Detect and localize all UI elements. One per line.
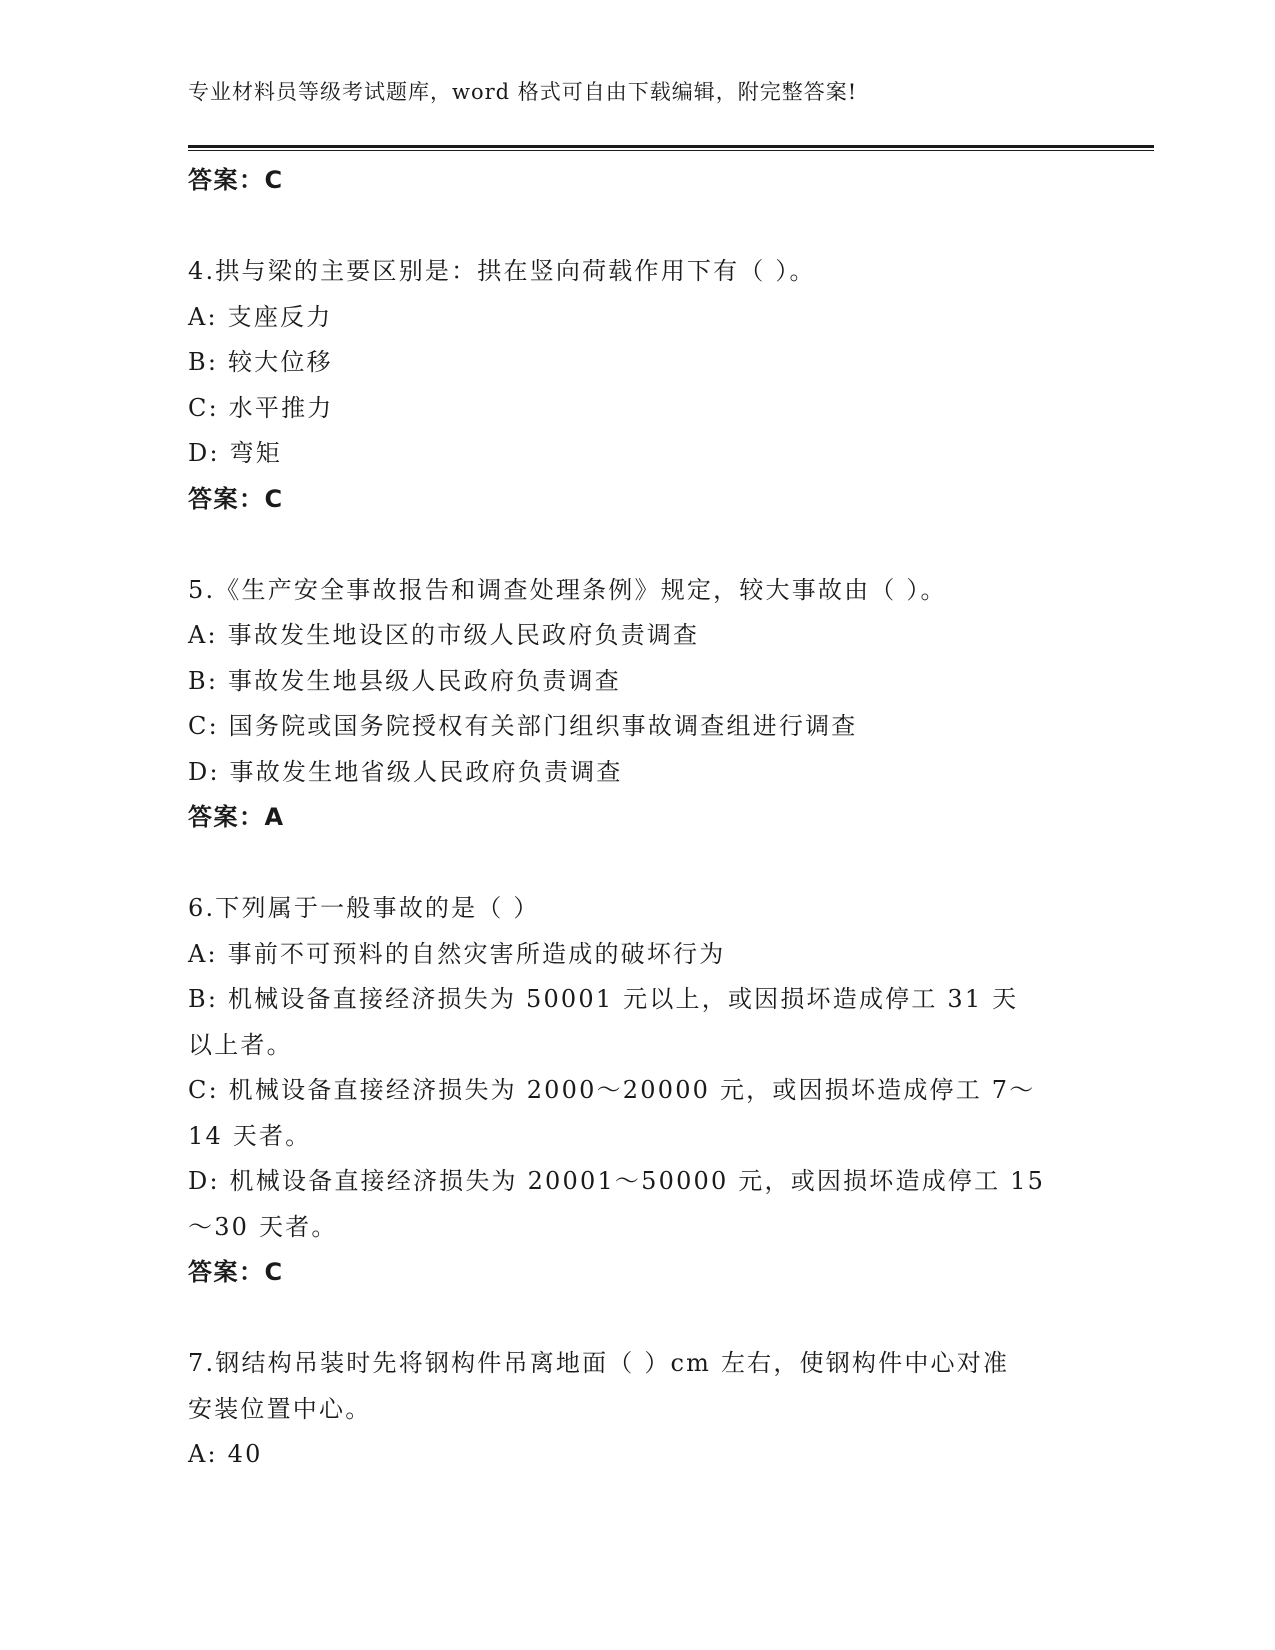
page-header: 专业材料员等级考试题库，word 格式可自由下载编辑，附完整答案! (188, 80, 858, 104)
question-block (188, 886, 1088, 1296)
answer-line: 答案：C (188, 166, 284, 194)
option-c: C: 国务院或国务院授权有关部门组织事故调查组进行调查 (188, 712, 858, 740)
block-gap (188, 204, 1088, 250)
block-gap (188, 1296, 1088, 1342)
option-c: C: 水平推力 (188, 393, 334, 422)
option-d: D: 机械设备直接经济损失为 20001～50000 元，或因损坏造成停工 15 (188, 1167, 1046, 1195)
answer-line: 答案：C (188, 1258, 284, 1286)
question-list (188, 158, 1088, 1478)
option-b: B: 机械设备直接经济损失为 50001 元以上，或因损坏造成停工 31 天 (188, 985, 1019, 1013)
header-rule-thick (188, 145, 1154, 148)
option-c-continued: 14 天者。 (188, 1121, 312, 1150)
option-a: A: 事故发生地设区的市级人民政府负责调查 (188, 621, 700, 649)
question-block (188, 249, 1088, 522)
option-b: B: 事故发生地县级人民政府负责调查 (188, 666, 621, 695)
question-block (188, 568, 1088, 841)
question-text: 4.拱与梁的主要区别是：拱在竖向荷载作用下有（ ）。 (188, 257, 816, 285)
block-gap (188, 522, 1088, 568)
question-text: 6.下列属于一般事故的是（ ） (188, 894, 540, 922)
question-block (188, 158, 1088, 204)
answer-line: 答案：C (188, 484, 284, 513)
question-text-continued: 安装位置中心。 (188, 1394, 372, 1423)
option-a: A: 支座反力 (188, 302, 333, 331)
question-block (188, 1341, 1088, 1478)
option-b-continued: 以上者。 (188, 1030, 293, 1059)
header-rule-thin (188, 150, 1154, 151)
option-d: D: 弯矩 (188, 439, 282, 467)
block-gap (188, 841, 1088, 887)
option-d-continued: ～30 天者。 (188, 1212, 338, 1241)
option-c: C: 机械设备直接经济损失为 2000～20000 元，或因损坏造成停工 7～ (188, 1076, 1036, 1104)
answer-line: 答案：A (188, 803, 285, 831)
option-d: D: 事故发生地省级人民政府负责调查 (188, 757, 623, 786)
option-a: A: 事前不可预料的自然灾害所造成的破坏行为 (188, 939, 726, 968)
question-text: 5.《生产安全事故报告和调查处理条例》规定，较大事故由（ ）。 (188, 575, 947, 604)
option-b: B: 较大位移 (188, 348, 333, 376)
question-text: 7.钢结构吊装时先将钢构件吊离地面（ ）cm 左右，使钢构件中心对准 (188, 1349, 1010, 1377)
option-a: A: 40 (188, 1440, 263, 1468)
